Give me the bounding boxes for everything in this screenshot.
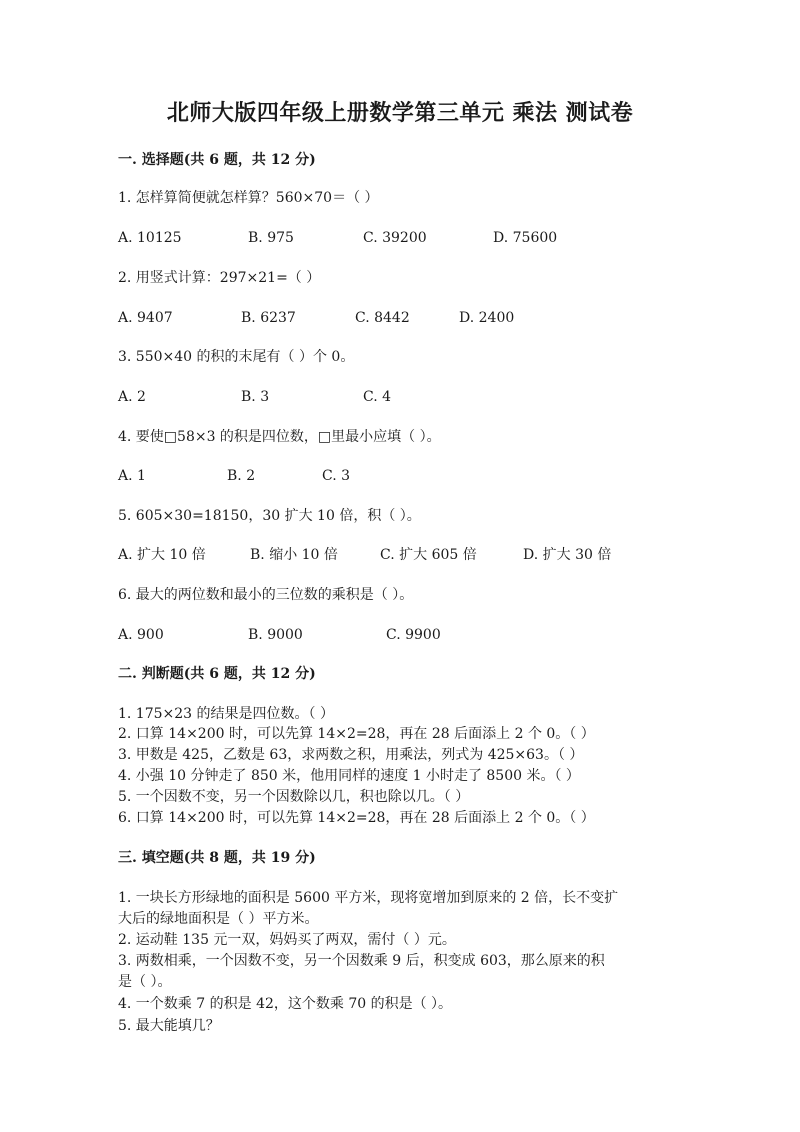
list-item: 3. 两数相乘，一个因数不变，另一个因数乘 9 后，积变成 603，那么原来的积 — [118, 953, 605, 969]
list-item: 是（ ）。 — [118, 974, 172, 990]
option-c: C. 9900 — [386, 627, 441, 643]
page-title: 北师大版四年级上册数学第三单元 乘法 测试卷 — [166, 100, 634, 126]
list-item: 大后的绿地面积是（ ）平方米。 — [118, 911, 319, 927]
question-text: 3. 550×40 的积的末尾有（ ）个 0。 — [118, 349, 355, 365]
option-b: B. 2 — [227, 468, 256, 484]
option-c: C. 8442 — [355, 310, 410, 326]
list-item: 5. 一个因数不变，另一个因数除以几，积也除以几。（ ） — [118, 789, 470, 805]
option-b: B. 3 — [241, 389, 270, 405]
option-a: A. 扩大 10 倍 — [118, 547, 206, 563]
section-heading-fill: 三. 填空题(共 8 题，共 19 分) — [118, 850, 316, 866]
option-b: B. 6237 — [241, 310, 296, 326]
list-item: 4. 小强 10 分钟走了 850 米，他用同样的速度 1 小时走了 8500 米。（ ） — [118, 768, 580, 784]
option-a: A. 1 — [118, 468, 146, 484]
option-c: C. 4 — [363, 389, 392, 405]
list-item: 4. 一个数乘 7 的积是 42，这个数乘 70 的积是（ ）。 — [118, 996, 453, 1012]
list-item: 2. 运动鞋 135 元一双，妈妈买了两双，需付（ ）元。 — [118, 932, 456, 948]
list-item: 6. 口算 14×200 时，可以先算 14×2=28，再在 28 后面添上 2 个 0。（ ） — [118, 810, 595, 826]
question-text: 1. 怎样算简便就怎样算？560×70＝（ ） — [118, 190, 379, 206]
option-a: A. 900 — [118, 627, 164, 643]
list-item: 2. 口算 14×200 时，可以先算 14×2=28，再在 28 后面添上 2 个 0。（ ） — [118, 726, 595, 742]
option-d: D. 2400 — [459, 310, 515, 326]
option-b: B. 975 — [248, 230, 294, 246]
section-heading-judge: 二. 判断题(共 6 题，共 12 分) — [118, 666, 316, 682]
list-item: 1. 175×23 的结果是四位数。（ ） — [118, 706, 334, 722]
question-text: 6. 最大的两位数和最小的三位数的乘积是（ ）。 — [118, 587, 414, 603]
list-item: 1. 一块长方形绿地的面积是 5600 平方米，现将宽增加到原来的 2 倍，长不变扩 — [118, 890, 619, 906]
option-d: D. 75600 — [493, 230, 558, 246]
option-c: C. 39200 — [363, 230, 427, 246]
question-text: 5. 605×30=18150，30 扩大 10 倍，积（ ）。 — [118, 508, 421, 524]
option-a: A. 10125 — [118, 230, 182, 246]
option-b: B. 9000 — [248, 627, 303, 643]
list-item: 5. 最大能填几？ — [118, 1018, 220, 1034]
question-text: 4. 要使□58×3 的积是四位数，□里最小应填（ ）。 — [118, 429, 441, 445]
option-b: B. 缩小 10 倍 — [250, 547, 338, 563]
option-a: A. 2 — [118, 389, 146, 405]
option-a: A. 9407 — [118, 310, 173, 326]
question-text: 2. 用竖式计算：297×21=（ ） — [118, 270, 321, 286]
option-c: C. 扩大 605 倍 — [380, 547, 477, 563]
section-heading-choice: 一. 选择题(共 6 题，共 12 分) — [118, 152, 316, 168]
option-d: D. 扩大 30 倍 — [523, 547, 612, 563]
option-c: C. 3 — [322, 468, 351, 484]
list-item: 3. 甲数是 425，乙数是 63，求两数之积，用乘法，列式为 425×63。（ ） — [118, 747, 584, 763]
